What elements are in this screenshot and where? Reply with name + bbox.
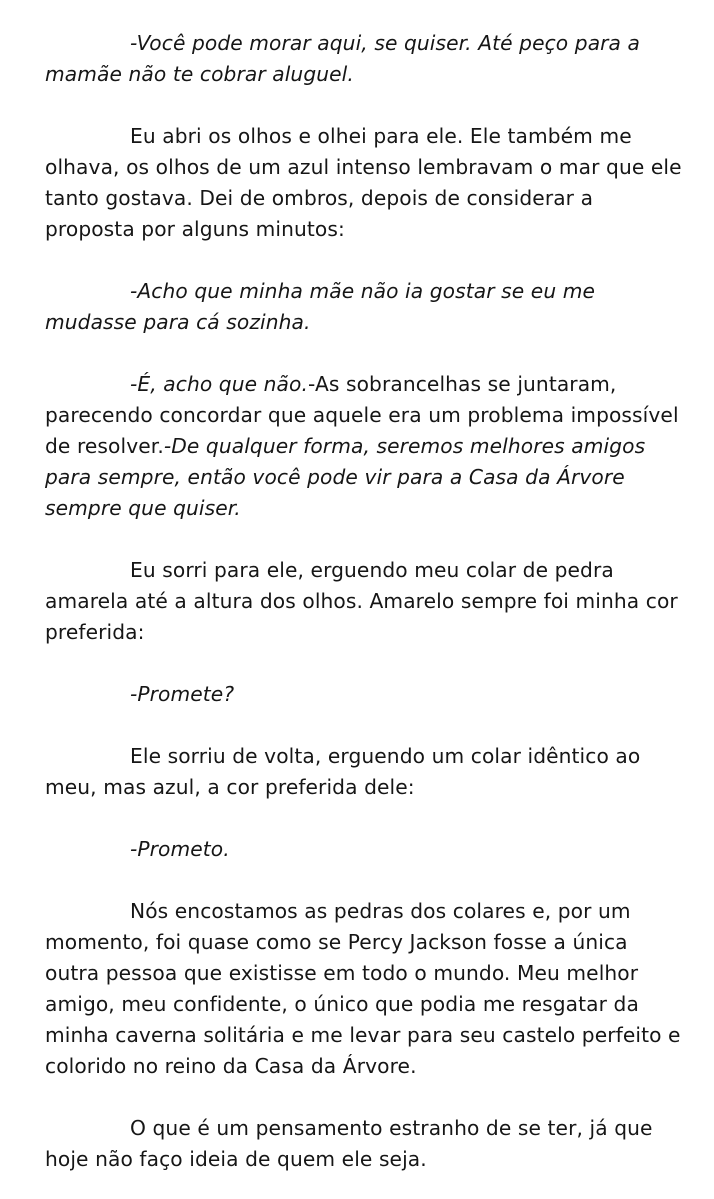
narration-text: Ele sorriu de volta, erguendo um colar idêntico ao meu, mas azul, a cor preferida dele: xyxy=(45,744,641,799)
paragraph xyxy=(45,896,685,1082)
narration-text: Nós encostamos as pedras dos colares e, por um momento, foi quase como se Percy Jackson fosse a única outra pessoa que existisse em todo o mundo. Meu melhor amigo, meu confidente, o único que podia me resgatar da minha caverna solitária e me levar para seu castelo perfeito e colorido no reino da Casa da Árvore. xyxy=(45,899,681,1078)
paragraph xyxy=(45,369,685,524)
narration-text: Eu sorri para ele, erguendo meu colar de pedra amarela até a altura dos olhos. Amarelo sempre foi minha cor preferida: xyxy=(45,558,678,644)
paragraph xyxy=(45,121,685,245)
dialogue-text: -É, acho que não. xyxy=(130,372,308,396)
narration-text: Eu abri os olhos e olhei para ele. Ele também me olhava, os olhos de um azul intenso lembravam o mar que ele tanto gostava. Dei de ombros, depois de considerar a proposta por alguns minutos: xyxy=(45,124,682,241)
dialogue-text: -De qualquer forma, seremos melhores amigos para sempre, então você pode vir para a Casa da Árvore sempre que quiser. xyxy=(45,434,646,520)
paragraph xyxy=(45,834,685,865)
paragraph xyxy=(45,679,685,710)
dialogue-text: -Acho que minha mãe não ia gostar se eu me mudasse para cá sozinha. xyxy=(45,279,596,334)
paragraph xyxy=(45,555,685,648)
dialogue-text: -Você pode morar aqui, se quiser. Até peço para a mamãe não te cobrar aluguel. xyxy=(45,31,641,86)
narration-text: -As sobrancelhas se juntaram, parecendo concordar que aquele era um problema impossível de resolver. xyxy=(45,372,679,458)
document-body xyxy=(45,28,685,1175)
paragraph xyxy=(45,28,685,90)
narration-text: O que é um pensamento estranho de se ter, já que hoje não faço ideia de quem ele seja. xyxy=(45,1116,653,1171)
dialogue-text: -Promete? xyxy=(130,682,235,706)
paragraph xyxy=(45,1113,685,1175)
paragraph xyxy=(45,741,685,803)
paragraph xyxy=(45,276,685,338)
dialogue-text: -Prometo. xyxy=(130,837,230,861)
